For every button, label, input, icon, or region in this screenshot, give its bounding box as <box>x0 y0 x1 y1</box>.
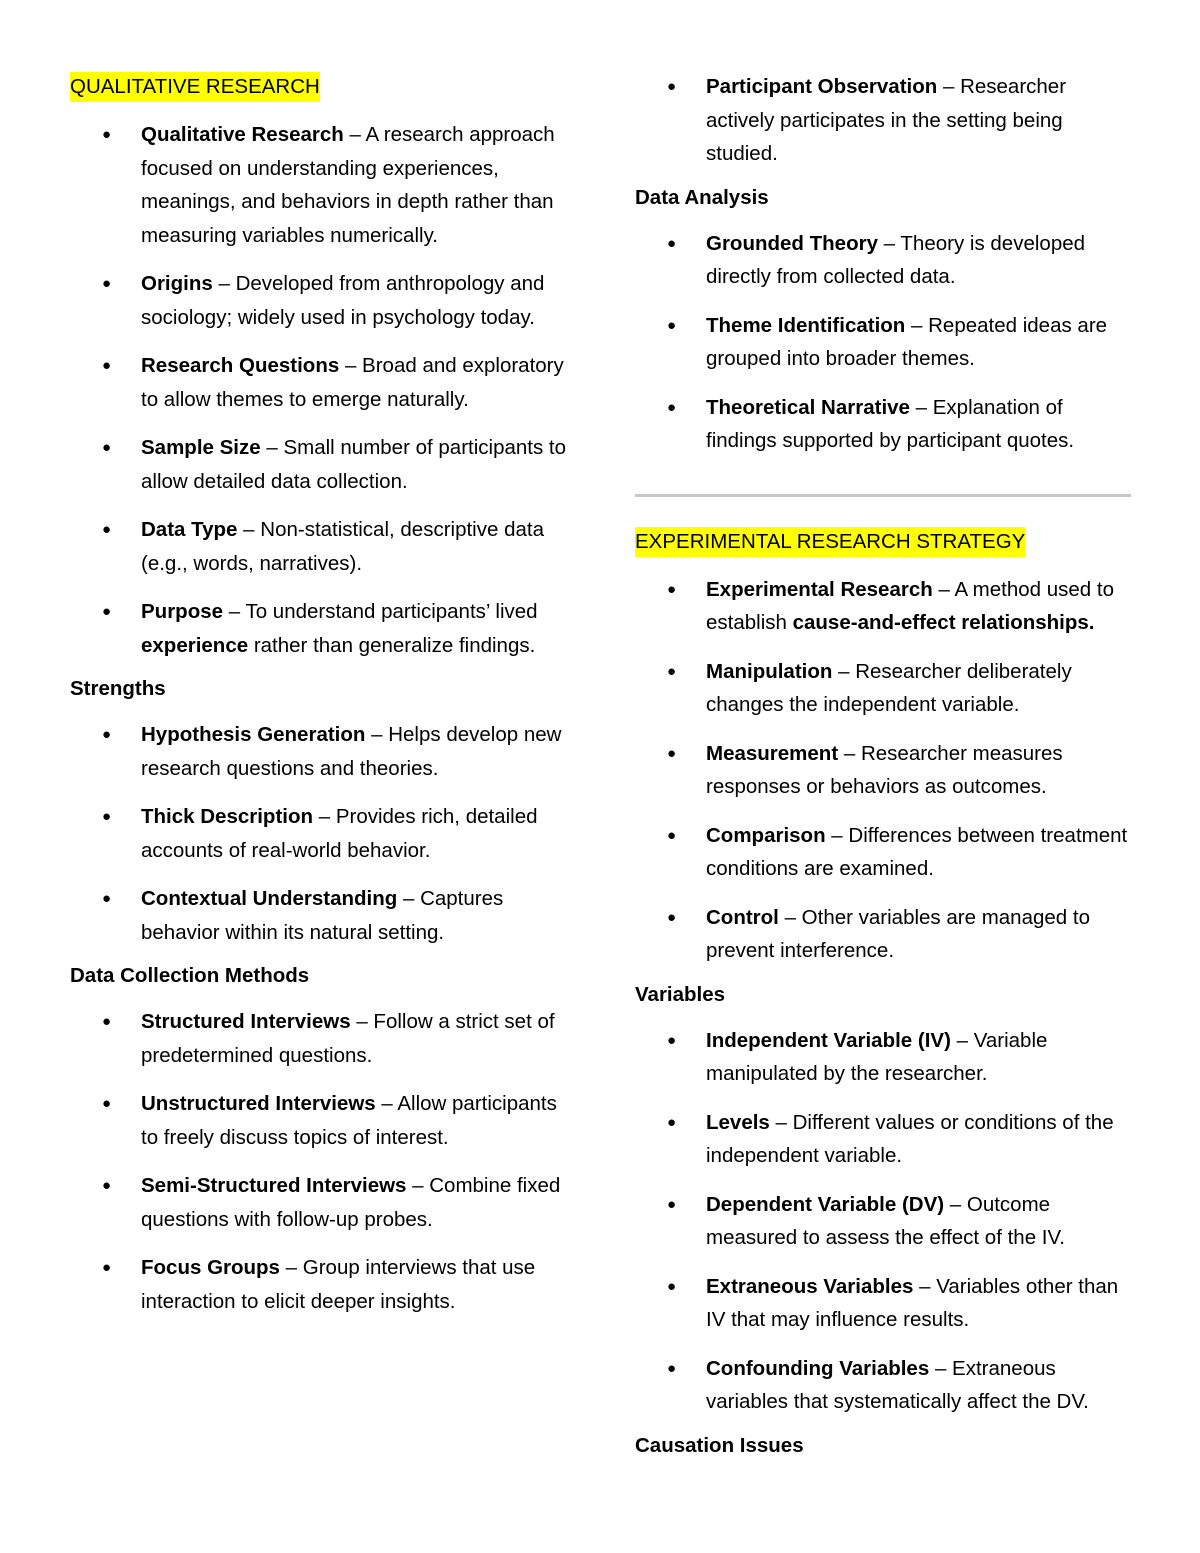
experimental-list <box>635 573 1135 968</box>
bullet-icon: ● <box>102 1259 112 1276</box>
list-item <box>70 118 570 252</box>
right-column <box>635 70 1135 1461</box>
term-label: Unstructured Interviews <box>141 1092 376 1115</box>
description-text: – <box>950 1028 974 1052</box>
term-label: Comparison <box>706 823 826 847</box>
description-text: Follow a strict set of predetermined questions. <box>141 1010 555 1067</box>
subheading-data-analysis: Data Analysis <box>635 185 769 209</box>
bullet-icon: ● <box>102 1177 112 1194</box>
list-item <box>635 901 1135 968</box>
bullet-icon: ● <box>667 78 677 95</box>
term-label: Structured Interviews <box>141 1010 351 1033</box>
description-text: Explanation of findings supported by participant quotes. <box>706 395 1075 452</box>
intro-list <box>70 118 570 662</box>
description-text: – <box>929 1356 953 1380</box>
term-label: Confounding Variables <box>706 1356 930 1380</box>
bullet-icon: ● <box>102 521 112 538</box>
bullet-icon: ● <box>667 1031 677 1049</box>
bullet-icon: ● <box>667 1195 677 1213</box>
list-item <box>70 595 570 662</box>
term-label: Origins <box>141 272 213 295</box>
bullet-icon: ● <box>667 662 677 680</box>
methods-continued-list <box>635 70 1135 171</box>
list-item <box>70 800 570 867</box>
bullet-icon: ● <box>667 1277 677 1295</box>
list-item <box>635 227 1135 294</box>
description-text: Differences between treatment conditions are examined. <box>706 823 1128 880</box>
bullet-icon: ● <box>667 316 677 334</box>
description-text: – <box>397 887 421 910</box>
term-label: experience <box>141 633 249 657</box>
term-label: Extraneous Variables <box>706 1274 914 1298</box>
strengths-list <box>70 718 570 949</box>
list-item <box>635 819 1135 886</box>
description-text: Repeated ideas are grouped into broader themes. <box>706 313 1108 370</box>
description-text: Variable manipulated by the researcher. <box>706 1028 1048 1085</box>
term-label: Experimental Research <box>706 577 933 601</box>
bullet-icon: ● <box>102 1095 112 1112</box>
term-label: Measurement <box>706 741 839 765</box>
description-text: Group interviews that use interaction to elicit deeper insights. <box>141 1256 536 1313</box>
description-text: Non-statistical, descriptive data (e.g., words, narratives). <box>141 518 544 575</box>
bullet-icon: ● <box>102 275 112 292</box>
term-label: Focus Groups <box>141 1256 280 1279</box>
description-text: – <box>339 354 363 377</box>
list-item <box>635 309 1135 376</box>
description-text: – <box>350 1010 374 1033</box>
list-item <box>635 573 1135 640</box>
description-text: Small number of participants to allow detailed data collection. <box>141 436 567 493</box>
bullet-icon: ● <box>667 1113 677 1131</box>
term-label: Contextual Understanding <box>141 887 398 910</box>
bullet-icon: ● <box>667 1359 677 1377</box>
subheading-strengths: Strengths <box>70 677 166 700</box>
bullet-icon: ● <box>102 439 112 456</box>
list-item <box>635 1352 1135 1419</box>
term-label: Data Type <box>141 518 238 541</box>
list-item <box>70 267 570 334</box>
term-label: Sample Size <box>141 436 261 459</box>
bullet-icon: ● <box>102 890 112 907</box>
list-item <box>70 1087 570 1154</box>
description-text: rather than generalize findings. <box>248 633 536 657</box>
list-item <box>635 1188 1135 1255</box>
description-text: Helps develop new research questions and theories. <box>141 723 562 780</box>
term-label: Dependent Variable (DV) <box>706 1192 945 1216</box>
description-text: Outcome measured to assess the effect of the IV. <box>706 1192 1065 1249</box>
description-text: Captures behavior within its natural setting. <box>141 887 504 944</box>
bullet-icon: ● <box>667 234 677 252</box>
list-item <box>635 1270 1135 1337</box>
section-heading-qualitative: QUALITATIVE RESEARCH <box>70 72 320 102</box>
list-item <box>70 431 570 498</box>
subheading-causation-issues: Causation Issues <box>635 1433 804 1457</box>
description-text: Developed from anthropology and sociology; widely used in psychology today. <box>141 272 545 329</box>
term-label: Hypothesis Generation <box>141 723 366 746</box>
term-label: Independent Variable (IV) <box>706 1028 951 1052</box>
bullet-icon: ● <box>102 126 112 143</box>
description-text: Theory is developed directly from collected data. <box>706 231 1086 288</box>
description-text: Provides rich, detailed accounts of real-world behavior. <box>141 805 538 862</box>
list-item <box>635 391 1135 458</box>
bullet-icon: ● <box>102 726 112 743</box>
description-text: – <box>832 659 856 683</box>
term-label: Participant Observation <box>706 75 938 98</box>
term-label: Qualitative Research <box>141 123 344 146</box>
description-text: Extraneous variables that systematically affect the DV. <box>706 1356 1089 1413</box>
list-item <box>635 655 1135 722</box>
description-text: – <box>769 1110 793 1134</box>
bullet-icon: ● <box>102 603 112 620</box>
term-label: Theme Identification <box>706 313 906 337</box>
variables-list <box>635 1024 1135 1419</box>
subheading-variables: Variables <box>635 982 726 1006</box>
bullet-icon: ● <box>102 357 112 374</box>
term-label: Thick Description <box>141 805 314 828</box>
description-text: To understand participants’ lived <box>245 600 538 623</box>
description-text: – <box>260 436 284 459</box>
section-divider <box>635 494 1131 497</box>
list-item <box>635 1106 1135 1173</box>
description-text: Allow participants to freely discuss topics of interest. <box>141 1092 557 1149</box>
list-item <box>70 882 570 949</box>
term-label: cause-and-effect relationships. <box>792 611 1095 634</box>
bullet-icon: ● <box>667 908 677 926</box>
term-label: Control <box>706 905 779 929</box>
description-text: – <box>937 75 961 98</box>
description-text: Other variables are managed to prevent interference. <box>706 905 1090 962</box>
description-text: – <box>944 1192 967 1216</box>
left-column <box>70 70 570 1318</box>
description-text: Researcher actively participates in the setting being studied. <box>706 75 1067 165</box>
description-text: – <box>365 723 389 746</box>
description-text: – <box>909 395 933 419</box>
list-item <box>70 1251 570 1318</box>
term-label: Grounded Theory <box>706 231 878 255</box>
term-label: Levels <box>706 1110 770 1134</box>
description-text: – <box>406 1174 430 1197</box>
bullet-icon: ● <box>667 826 677 844</box>
list-item <box>70 349 570 416</box>
description-text: Variables other than IV that may influence results. <box>706 1274 1119 1331</box>
bullet-icon: ● <box>667 398 677 416</box>
list-item <box>70 1005 570 1072</box>
description-text: – <box>877 231 901 255</box>
description-text: – <box>223 600 246 623</box>
list-item <box>70 513 570 580</box>
description-text: Combine fixed questions with follow-up probes. <box>141 1174 561 1231</box>
description-text: – <box>905 313 929 337</box>
description-text: Broad and exploratory to allow themes to emerge naturally. <box>141 354 564 411</box>
methods-list <box>70 1005 570 1318</box>
description-text: – <box>313 805 336 828</box>
list-item <box>635 737 1135 804</box>
description-text: – <box>279 1256 303 1279</box>
bullet-icon: ● <box>102 808 112 825</box>
term-label: Manipulation <box>706 659 833 683</box>
list-item <box>635 1024 1135 1091</box>
subheading-data-collection: Data Collection Methods <box>70 964 310 987</box>
description-text: – <box>343 123 366 146</box>
description-text: – <box>838 741 861 765</box>
description-text: – <box>237 518 261 541</box>
list-item <box>70 718 570 785</box>
description-text: – <box>375 1092 398 1115</box>
analysis-list <box>635 227 1135 458</box>
description-text: – <box>825 823 849 847</box>
term-label: Semi-Structured Interviews <box>141 1174 407 1197</box>
description-text: Researcher deliberately changes the independent variable. <box>706 659 1072 716</box>
bullet-icon: ● <box>667 580 677 598</box>
description-text: A research approach focused on understanding experiences, meanings, and behaviors in depth rather than measuring variables numerically. <box>141 123 555 247</box>
description-text: – <box>913 1274 937 1298</box>
description-text: Different values or conditions of the independent variable. <box>706 1110 1114 1167</box>
description-text: A method used to establish <box>706 577 1114 634</box>
bullet-icon: ● <box>102 1013 112 1030</box>
description-text: – <box>212 272 236 295</box>
description-text: – <box>778 905 802 929</box>
term-label: Theoretical Narrative <box>706 395 910 419</box>
list-item <box>635 70 1135 171</box>
bullet-icon: ● <box>667 744 677 762</box>
term-label: Purpose <box>141 600 224 623</box>
description-text: – <box>932 577 955 601</box>
description-text: Researcher measures responses or behaviors as outcomes. <box>706 741 1063 798</box>
section-heading-experimental: EXPERIMENTAL RESEARCH STRATEGY <box>635 527 1025 557</box>
term-label: Research Questions <box>141 354 340 377</box>
list-item <box>70 1169 570 1236</box>
